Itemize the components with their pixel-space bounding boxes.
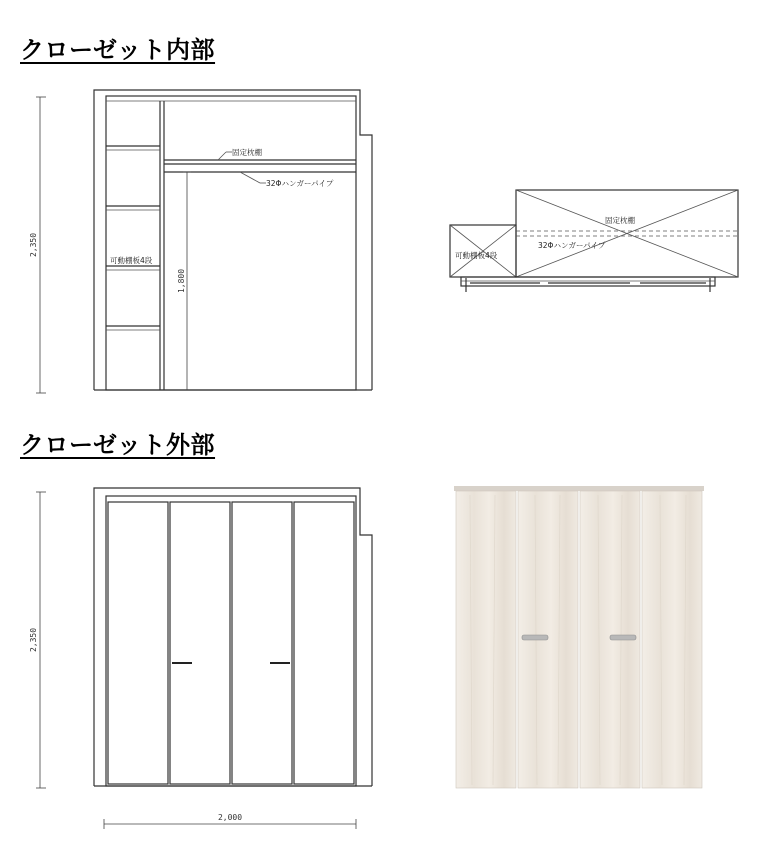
plan-hanger-pipe-label: 32Φハンガーパイプ (538, 241, 606, 250)
exterior-height-label: 2,350 (29, 627, 38, 653)
door-panel-1 (108, 502, 168, 784)
interior-elevation (29, 90, 372, 393)
exterior-width-dimension (104, 813, 356, 829)
pipe-height-label: 1,800 (177, 268, 186, 294)
interior-height-label: 2,350 (29, 232, 38, 258)
door-panel-2 (170, 502, 230, 784)
plan-adjustable-shelves-label: 可動棚板4段 (455, 251, 498, 260)
fixed-shelf-label: 固定枕棚 (232, 148, 262, 157)
hanger-pipe-label: 32Φハンガーパイプ (266, 179, 334, 188)
exterior-section-title: クローゼット外部 (20, 431, 216, 459)
exterior-width-label: 2,000 (217, 813, 243, 822)
door-panel-3 (232, 502, 292, 784)
render-panel-1 (456, 491, 516, 788)
interior-section-title: クローゼット内部 (20, 36, 216, 64)
exterior-elevation (29, 488, 372, 829)
adjustable-shelves-label: 可動棚板4段 (110, 256, 153, 265)
render-panel-4 (642, 491, 702, 788)
exterior-height-dimension (29, 492, 46, 788)
pipe-height-dimension (177, 172, 191, 390)
closet-opening (106, 96, 356, 390)
plan-view (450, 190, 738, 292)
plan-door-rail (461, 277, 715, 286)
door-panel-4 (294, 502, 354, 784)
plan-fixed-shelf-label: 固定枕棚 (605, 216, 635, 225)
render-handle-right (610, 635, 636, 640)
closet-door-render (454, 486, 704, 788)
render-handle-left (522, 635, 548, 640)
hanger-pipe (164, 172, 356, 188)
fixed-shelf (164, 147, 356, 164)
interior-height-dimension (29, 97, 46, 393)
adjustable-shelf-tower (106, 101, 164, 390)
